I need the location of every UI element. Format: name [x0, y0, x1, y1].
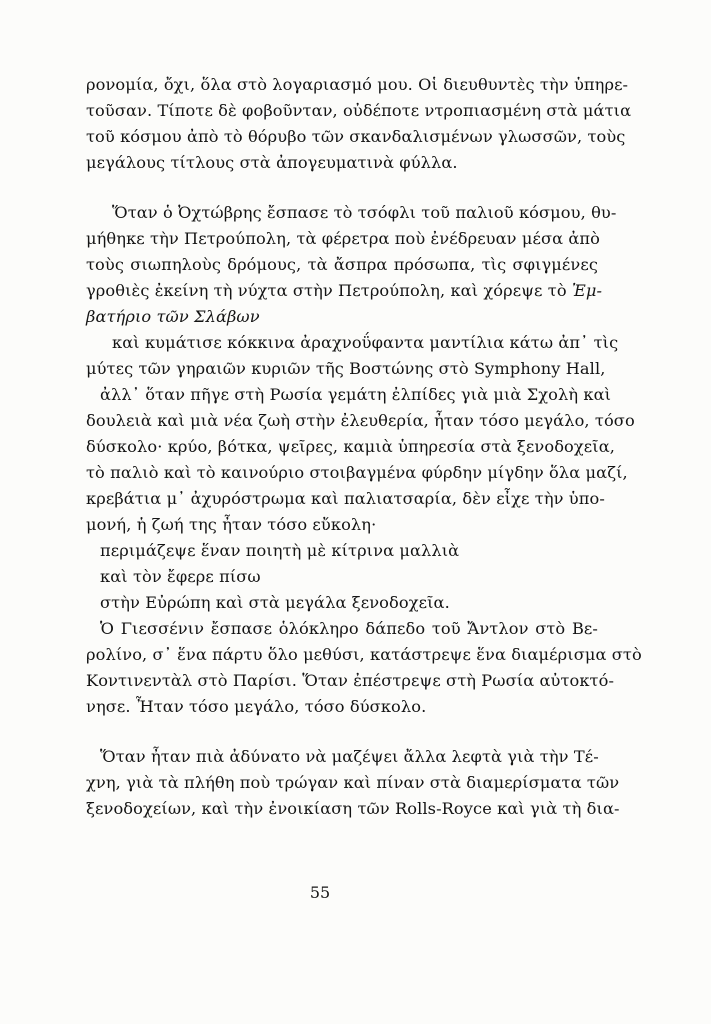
text-line: μύτες τῶν γηραιῶν κυριῶν τῆς Βοστώνης στὸ Symphony Hall, [86, 359, 606, 378]
text-line: χνη, γιὰ τὰ πλήθη ποὺ τρώγαν καὶ πίναν στὰ διαμερίσματα τῶν [86, 773, 620, 792]
text-line: ρολίνο, σ᾽ ἕνα πάρτυ ὅλο μεθύσι, κατάστρεψε ἕνα διαμέρισμα στὸ [86, 645, 642, 664]
dance-title-part-2: βατήριο τῶν Σλάβων [86, 307, 260, 326]
page-number: 55 [309, 883, 331, 902]
paragraph-5 [86, 616, 642, 720]
text-line: Ὁ Γιεσσένιν ἔσπασε ὁλόκληρο δάπεδο τοῦ Ἄντλον στὸ Βε- [100, 619, 598, 638]
text-line: ἀλλ᾽ ὅταν πῆγε στὴ Ρωσία γεμάτη ἐλπίδες γιὰ μιὰ Σχολὴ καὶ [100, 385, 612, 404]
dance-title-part-1: Ἐμ- [571, 281, 603, 300]
text-line: μονή, ἡ ζωή της ἦταν τόσο εὔκολη· [86, 515, 377, 534]
text-line: ξενοδοχείων, καὶ τὴν ἐνοικίαση τῶν Rolls-Royce καὶ γιὰ τὴ δια- [86, 799, 620, 818]
paragraph-2 [86, 200, 617, 330]
text-line [86, 304, 598, 330]
verse-line: στὴν Εὐρώπη καὶ στὰ μεγάλα ξενοδοχεῖα. [100, 593, 450, 612]
text-line: τὸ παλιὸ καὶ τὸ καινούριο στοιβαγμένα φύρδην μίγδην ὅλα μαζί, [86, 463, 628, 482]
text-line: μεγάλους τίτλους στὰ ἀπογευματινὰ φύλλα. [86, 153, 458, 172]
paragraph-6 [86, 744, 620, 822]
text-line: Κοντινεντὰλ στὸ Παρίσι. Ὅταν ἐπέστρεψε στὴ Ρωσία αὐτοκτό- [86, 671, 615, 690]
text-line: μήθηκε τὴν Πετρούπολη, τὰ φέρετρα ποὺ ἐνέδρευαν μέσα ἀπὸ [86, 229, 600, 248]
paragraph-gap [86, 176, 598, 200]
text-line: τοῦσαν. Τίποτε δὲ φοβοῦνταν, οὐδέποτε ντροπιασμένη στὰ μάτια [86, 101, 632, 120]
paragraph-3 [86, 330, 635, 538]
text-line: νησε. Ἦταν τόσο μεγάλο, τόσο δύσκολο. [86, 697, 427, 716]
text-line: Ὅταν ὁ Ὀχτώβρης ἔσπασε τὸ τσόφλι τοῦ παλιοῦ κόσμου, θυ- [112, 203, 617, 222]
paragraph-1 [86, 72, 632, 176]
text-line: δύσκολο· κρύο, βότκα, ψεῖρες, καμιὰ ὑπηρεσία στὰ ξενοδοχεῖα, [86, 437, 616, 456]
text-line: κρεβάτια μ᾽ ἀχυρόστρωμα καὶ παλιατσαρία, δὲν εἶχε τὴν ὑπο- [86, 489, 605, 508]
text-fragment: γροθιὲς ἐκείνη τὴ νύχτα στὴν Πετρούπολη, καὶ χόρεψε τὸ [86, 281, 567, 300]
text-line [86, 278, 603, 304]
verse-line: περιμάζεψε ἕναν ποιητὴ μὲ κίτρινα μαλλιὰ [100, 541, 460, 560]
text-line: Ὅταν ἦταν πιὰ ἀδύνατο νὰ μαζέψει ἄλλα λεφτὰ γιὰ τὴν Τέ- [100, 747, 599, 766]
verse-line: καὶ τὸν ἔφερε πίσω [100, 567, 261, 586]
text-line: δουλειὰ καὶ μιὰ νέα ζωὴ στὴν ἐλευθερία, ἦταν τόσο μεγάλο, τόσο [86, 411, 635, 430]
text-line: ρονομία, ὄχι, ὅλα στὸ λογαριασμό μου. Οἱ διευθυντὲς τὴν ὑπηρε- [86, 75, 629, 94]
paragraph-gap [86, 720, 598, 744]
page-text [86, 72, 642, 822]
text-line: καὶ κυμάτισε κόκκινα ἀραχνοΰφαντα μαντίλια κάτω ἀπ᾽ τὶς [112, 333, 619, 352]
text-line: τοὺς σιωπηλοὺς δρόμους, τὰ ἄσπρα πρόσωπα, τὶς σφιγμένες [86, 255, 598, 274]
verse-block [86, 538, 598, 616]
text-line: τοῦ κόσμου ἀπὸ τὸ θόρυβο τῶν σκανδαλισμένων γλωσσῶν, τοὺς [86, 127, 626, 146]
